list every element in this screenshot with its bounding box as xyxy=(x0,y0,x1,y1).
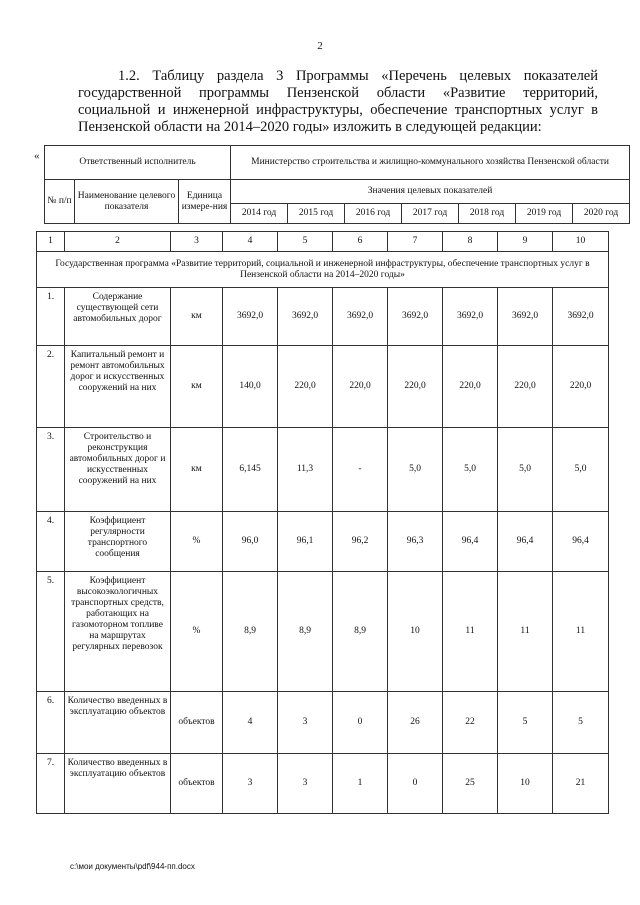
row-number: 5. xyxy=(37,572,65,692)
indicator-value: 3692,0 xyxy=(388,288,443,346)
indicator-value: 96,4 xyxy=(498,512,553,572)
indicator-value: 10 xyxy=(498,754,553,814)
indicator-value: 96,2 xyxy=(333,512,388,572)
indicator-value: 21 xyxy=(553,754,609,814)
name-header: Наименование целевого показателя xyxy=(75,180,179,224)
year-header: 2015 год xyxy=(288,204,345,224)
unit-header: Единица измере-ния xyxy=(179,180,231,224)
indicator-value: 8,9 xyxy=(223,572,278,692)
table-row xyxy=(37,512,609,572)
indicator-value: 220,0 xyxy=(498,346,553,428)
indicator-value: 22 xyxy=(443,692,498,754)
values-header: Значения целевых показателей xyxy=(231,180,630,204)
indicator-value: 96,4 xyxy=(553,512,609,572)
indicator-unit: км xyxy=(171,428,223,512)
column-number: 4 xyxy=(223,232,278,252)
indicator-name: Количество введенных в эксплуатацию объектов xyxy=(65,754,171,814)
column-number: 1 xyxy=(37,232,65,252)
column-number: 2 xyxy=(65,232,171,252)
year-header: 2019 год xyxy=(516,204,573,224)
indicator-value: 3 xyxy=(278,692,333,754)
indicator-value: - xyxy=(333,428,388,512)
indicator-value: 3692,0 xyxy=(333,288,388,346)
indicator-value: 220,0 xyxy=(333,346,388,428)
indicators-table xyxy=(36,231,609,814)
indicator-value: 3692,0 xyxy=(443,288,498,346)
indicator-unit: объектов xyxy=(171,692,223,754)
indicator-value: 3692,0 xyxy=(223,288,278,346)
table-row xyxy=(37,346,609,428)
indicator-value: 220,0 xyxy=(388,346,443,428)
indicator-value: 3 xyxy=(278,754,333,814)
year-header: 2014 год xyxy=(231,204,288,224)
row-number: 2. xyxy=(37,346,65,428)
num-header: № п/п xyxy=(45,180,75,224)
column-number: 6 xyxy=(333,232,388,252)
indicator-value: 96,3 xyxy=(388,512,443,572)
indicator-unit: км xyxy=(171,346,223,428)
indicator-value: 8,9 xyxy=(333,572,388,692)
indicator-value: 5 xyxy=(553,692,609,754)
indicator-value: 5,0 xyxy=(388,428,443,512)
column-number: 3 xyxy=(171,232,223,252)
indicator-value: 0 xyxy=(388,754,443,814)
indicator-value: 11 xyxy=(443,572,498,692)
year-header: 2020 год xyxy=(573,204,630,224)
indicator-value: 220,0 xyxy=(278,346,333,428)
responsible-value: Министерство строительства и жилищно-коммунального хозяйства Пензенской области xyxy=(231,146,630,180)
column-number: 8 xyxy=(443,232,498,252)
indicator-value: 11 xyxy=(498,572,553,692)
header-table xyxy=(44,145,630,224)
indicator-value: 5,0 xyxy=(553,428,609,512)
opening-quote-mark: « xyxy=(34,150,40,162)
indicator-name: Строительство и реконструкция автомобильных дорог и искусственных сооружений на них xyxy=(65,428,171,512)
year-header: 2016 год xyxy=(345,204,402,224)
indicator-unit: % xyxy=(171,572,223,692)
indicator-unit: % xyxy=(171,512,223,572)
indicator-value: 5,0 xyxy=(498,428,553,512)
indicator-value: 5 xyxy=(498,692,553,754)
indicator-value: 140,0 xyxy=(223,346,278,428)
indicator-value: 25 xyxy=(443,754,498,814)
year-header: 2018 год xyxy=(459,204,516,224)
indicator-unit: км xyxy=(171,288,223,346)
column-number: 10 xyxy=(553,232,609,252)
indicator-value: 5,0 xyxy=(443,428,498,512)
indicator-value: 6,145 xyxy=(223,428,278,512)
indicator-value: 3692,0 xyxy=(498,288,553,346)
indicator-name: Капитальный ремонт и ремонт автомобильных дорог и искусственных сооружений на них xyxy=(65,346,171,428)
indicator-value: 26 xyxy=(388,692,443,754)
indicator-value: 4 xyxy=(223,692,278,754)
column-number: 7 xyxy=(388,232,443,252)
program-title: Государственная программа «Развитие территорий, социальной и инженерной инфраструктуры, обеспечение транспортных услуг в Пензенской области на 2014–2020 годы» xyxy=(37,252,609,288)
indicator-name: Коэффициент регулярности транспортного сообщения xyxy=(65,512,171,572)
row-number: 3. xyxy=(37,428,65,512)
row-number: 7. xyxy=(37,754,65,814)
table-row xyxy=(37,754,609,814)
indicator-value: 220,0 xyxy=(553,346,609,428)
indicator-value: 220,0 xyxy=(443,346,498,428)
page-number: 2 xyxy=(317,40,323,52)
indicator-value: 3 xyxy=(223,754,278,814)
table-row xyxy=(37,428,609,512)
indicator-value: 3692,0 xyxy=(553,288,609,346)
indicator-name: Содержание существующей сети автомобильных дорог xyxy=(65,288,171,346)
column-number: 9 xyxy=(498,232,553,252)
row-number: 4. xyxy=(37,512,65,572)
indicator-value: 11 xyxy=(553,572,609,692)
responsible-label: Ответственный исполнитель xyxy=(45,146,231,180)
table-row xyxy=(37,692,609,754)
footer-file-path: c:\мои документы\pdf\944-пп.docx xyxy=(70,862,195,871)
indicator-value: 96,1 xyxy=(278,512,333,572)
table-row xyxy=(37,288,609,346)
indicator-value: 96,0 xyxy=(223,512,278,572)
indicator-value: 10 xyxy=(388,572,443,692)
row-number: 1. xyxy=(37,288,65,346)
row-number: 6. xyxy=(37,692,65,754)
column-number-row xyxy=(37,232,609,252)
indicator-value: 11,3 xyxy=(278,428,333,512)
table-row xyxy=(37,572,609,692)
year-header: 2017 год xyxy=(402,204,459,224)
indicator-value: 8,9 xyxy=(278,572,333,692)
column-number: 5 xyxy=(278,232,333,252)
indicator-name: Коэффициент высокоэкологичных транспортных средств, работающих на газомоторном топливе на маршрутах регулярных перевозок xyxy=(65,572,171,692)
indicator-value: 96,4 xyxy=(443,512,498,572)
indicator-name: Количество введенных в эксплуатацию объектов xyxy=(65,692,171,754)
indicator-value: 0 xyxy=(333,692,388,754)
indicator-unit: объектов xyxy=(171,754,223,814)
indicator-value: 3692,0 xyxy=(278,288,333,346)
indicator-value: 1 xyxy=(333,754,388,814)
intro-paragraph: 1.2. Таблицу раздела 3 Программы «Перечень целевых показателей государственной программы Пензенской области «Развитие территорий, социальной и инженерной инфраструктуры, обеспечение транспортных услуг в Пензенской области на 2014–2020 годы» изложить в следующей редакции: xyxy=(78,68,598,135)
